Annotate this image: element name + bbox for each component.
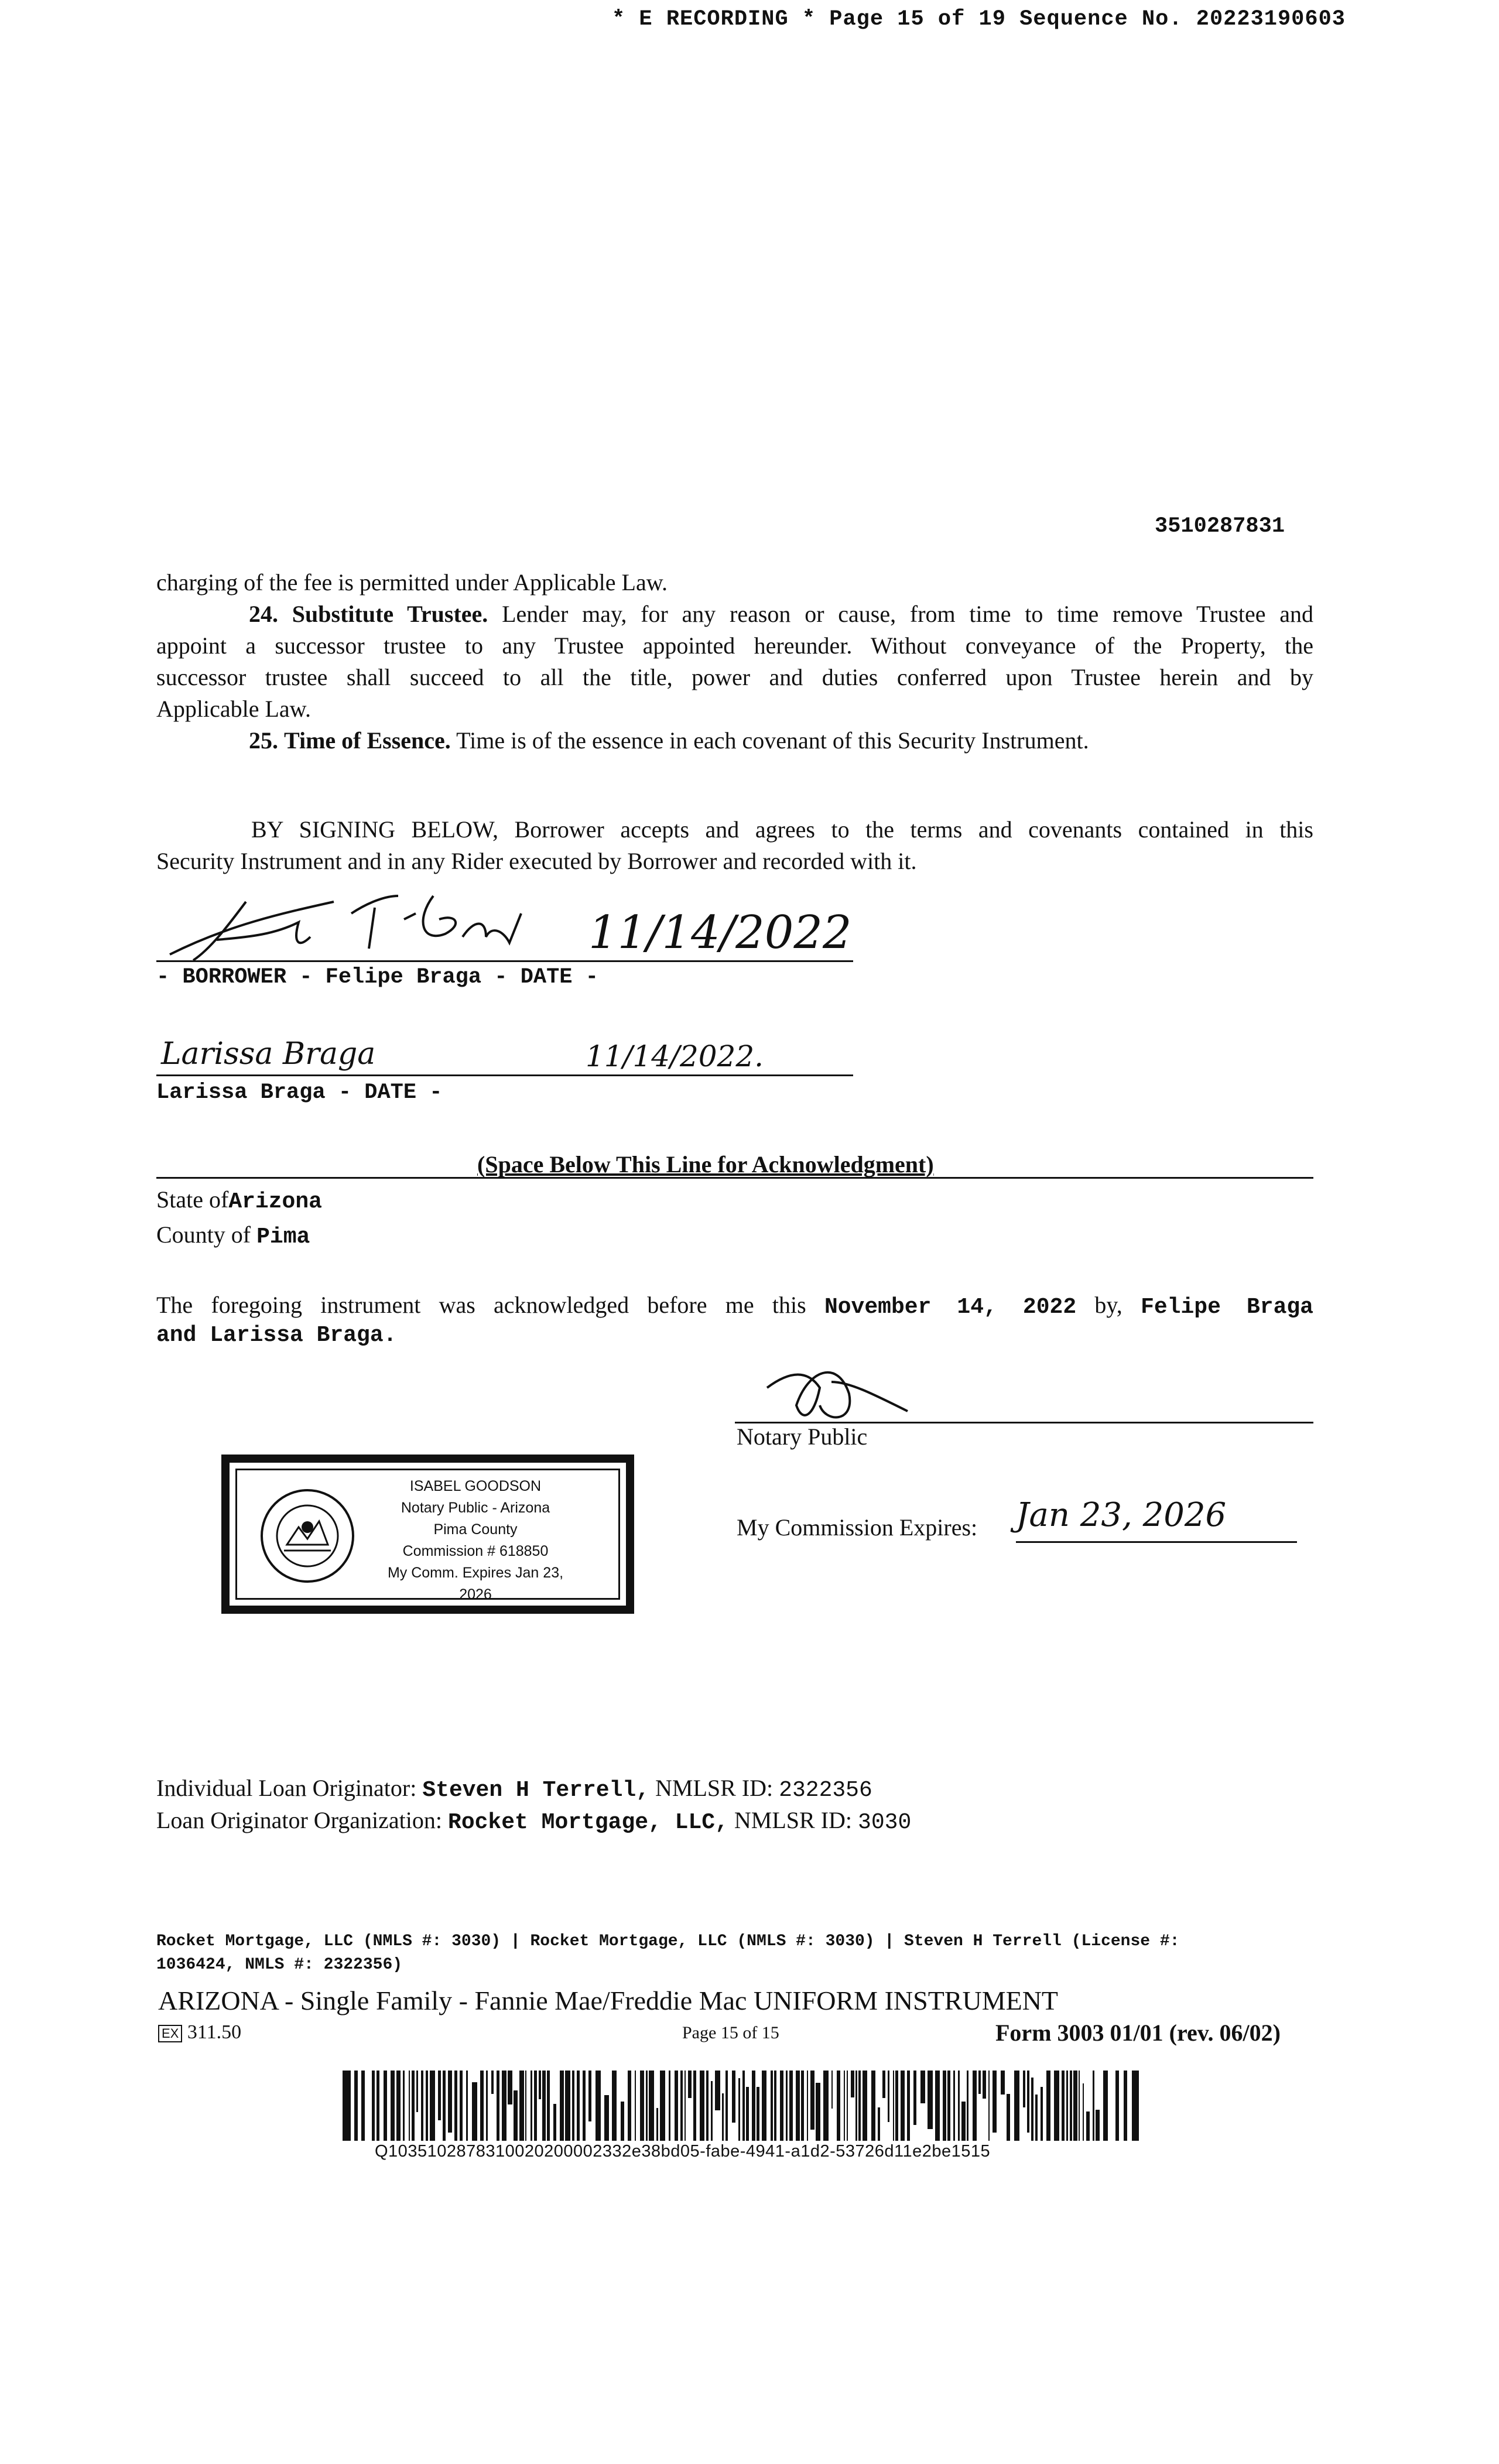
individual-originator-label: Individual Loan Originator: (156, 1775, 417, 1801)
form-number: Form 3003 01/01 (rev. 06/02) (995, 2020, 1281, 2046)
notary-stamp (221, 1455, 634, 1614)
notary-name: ISABEL GOODSON (409, 1478, 542, 1494)
individual-originator-name: Steven H Terrell, (422, 1778, 650, 1803)
form-code-icon: EX (158, 2025, 182, 2042)
borrower1-handwritten-date: 11/14/2022 (588, 906, 852, 959)
notary-county: Pima County (433, 1521, 518, 1538)
individual-originator-line (156, 1774, 872, 1803)
county-value: Pima (256, 1224, 310, 1250)
paragraph-24-line4: Applicable Law. (156, 696, 311, 722)
ack-by: by, (1094, 1292, 1122, 1318)
commission-expires-handwritten: Jan 23, 2026 (1016, 1496, 1227, 1534)
org-id-label: NMLSR ID: (734, 1807, 853, 1833)
acknowledgment-statement-line2 (156, 1321, 396, 1348)
acknowledgment-heading: (Space Below This Line for Acknowledgment) (477, 1151, 934, 1178)
p24-title: Substitute Trustee. (292, 601, 488, 627)
paragraph-24-line2: appoint a successor trustee to any Trustee appointed hereunder. Without conveyance of the Property, the (156, 632, 1313, 659)
footer-nmls-line1: Rocket Mortgage, LLC (NMLS #: 3030) | Rocket Mortgage, LLC (NMLS #: 3030) | Steven H Terrell (License #: (156, 1932, 1180, 1950)
carryover-text: charging of the fee is permitted under Applicable Law. (156, 569, 668, 596)
document-barcode (343, 2071, 1139, 2141)
page-indicator: Page 15 of 15 (682, 2023, 779, 2042)
ack-date: November 14, 2022 (824, 1295, 1077, 1320)
recording-header: * E RECORDING * Page 15 of 19 Sequence No. 20223190603 (612, 7, 1346, 32)
county-label: County of (156, 1221, 251, 1248)
p24-text-1: Lender may, for any reason or cause, from time to time remove Trustee and (502, 601, 1314, 627)
borrower1-signature-line (156, 960, 853, 962)
borrower1-label: - BORROWER - Felipe Braga - DATE - (156, 965, 598, 990)
org-id: 3030 (858, 1810, 912, 1835)
ack-names-1: Felipe Braga (1141, 1295, 1313, 1320)
borrower2-handwritten-date: 11/14/2022. (586, 1039, 764, 1073)
borrower2-handwritten-name: Larissa Braga (161, 1036, 376, 1072)
state-label: State of (156, 1186, 229, 1213)
arizona-state-seal-icon (252, 1486, 363, 1586)
acknowledgment-statement-line1 (156, 1289, 1313, 1323)
notary-stamp-text (373, 1476, 578, 1606)
org-originator-label: Loan Originator Organization: (156, 1807, 443, 1833)
borrower1-signature (158, 878, 603, 966)
org-originator-name: Rocket Mortgage, LLC, (448, 1810, 728, 1835)
county-line (156, 1221, 310, 1250)
signing-text-1: BY SIGNING BELOW, Borrower accepts and agrees to the terms and covenants contained in this (251, 816, 1313, 843)
notary-label: Notary Public (737, 1423, 868, 1450)
form-code-line (158, 2021, 241, 2044)
p25-number: 25. (249, 727, 278, 754)
p25-text: Time is of the essence in each covenant of this Security Instrument. (456, 727, 1089, 754)
state-line (156, 1186, 322, 1214)
paragraph-24-line1 (156, 598, 1313, 630)
ack-text-prefix: The foregoing instrument was acknowledged before me this (156, 1292, 806, 1318)
p24-number: 24. (249, 601, 278, 627)
form-title: ARIZONA - Single Family - Fannie Mae/Freddie Mac UNIFORM INSTRUMENT (158, 1986, 1059, 2015)
paragraph-24-line3: successor trustee shall succeed to all the title, power and duties conferred upon Trustee herein and by (156, 664, 1313, 690)
form-code: 311.50 (187, 2021, 242, 2043)
org-originator-line (156, 1806, 911, 1835)
individual-id: 2322356 (779, 1778, 872, 1803)
signing-statement-line1 (156, 814, 1313, 846)
notary-commission: Commission # 618850 (402, 1543, 549, 1559)
footer-nmls-line2: 1036424, NMLS #: 2322356) (156, 1956, 403, 1974)
signing-statement-line2: Security Instrument and in any Rider executed by Borrower and recorded with it. (156, 848, 917, 874)
loan-number: 3510287831 (1155, 514, 1285, 539)
commission-expires-line (1016, 1541, 1297, 1543)
individual-id-label: NMLSR ID: (655, 1775, 774, 1801)
state-value: Arizona (228, 1189, 322, 1214)
barcode-text: Q1035102878310020200002332e38bd05-fabe-4941-a1d2-53726d11e2be1515 (375, 2142, 991, 2161)
ack-names-2: and Larissa Braga. (156, 1323, 397, 1348)
borrower2-label: Larissa Braga - DATE - (156, 1080, 443, 1105)
borrower2-signature-line (156, 1074, 853, 1076)
p25-title: Time of Essence. (284, 727, 451, 754)
paragraph-25 (156, 725, 1313, 757)
notary-expires: My Comm. Expires Jan 23, 2026 (387, 1565, 564, 1603)
notary-title: Notary Public - Arizona (401, 1500, 550, 1516)
commission-expires-label: My Commission Expires: (737, 1514, 978, 1541)
